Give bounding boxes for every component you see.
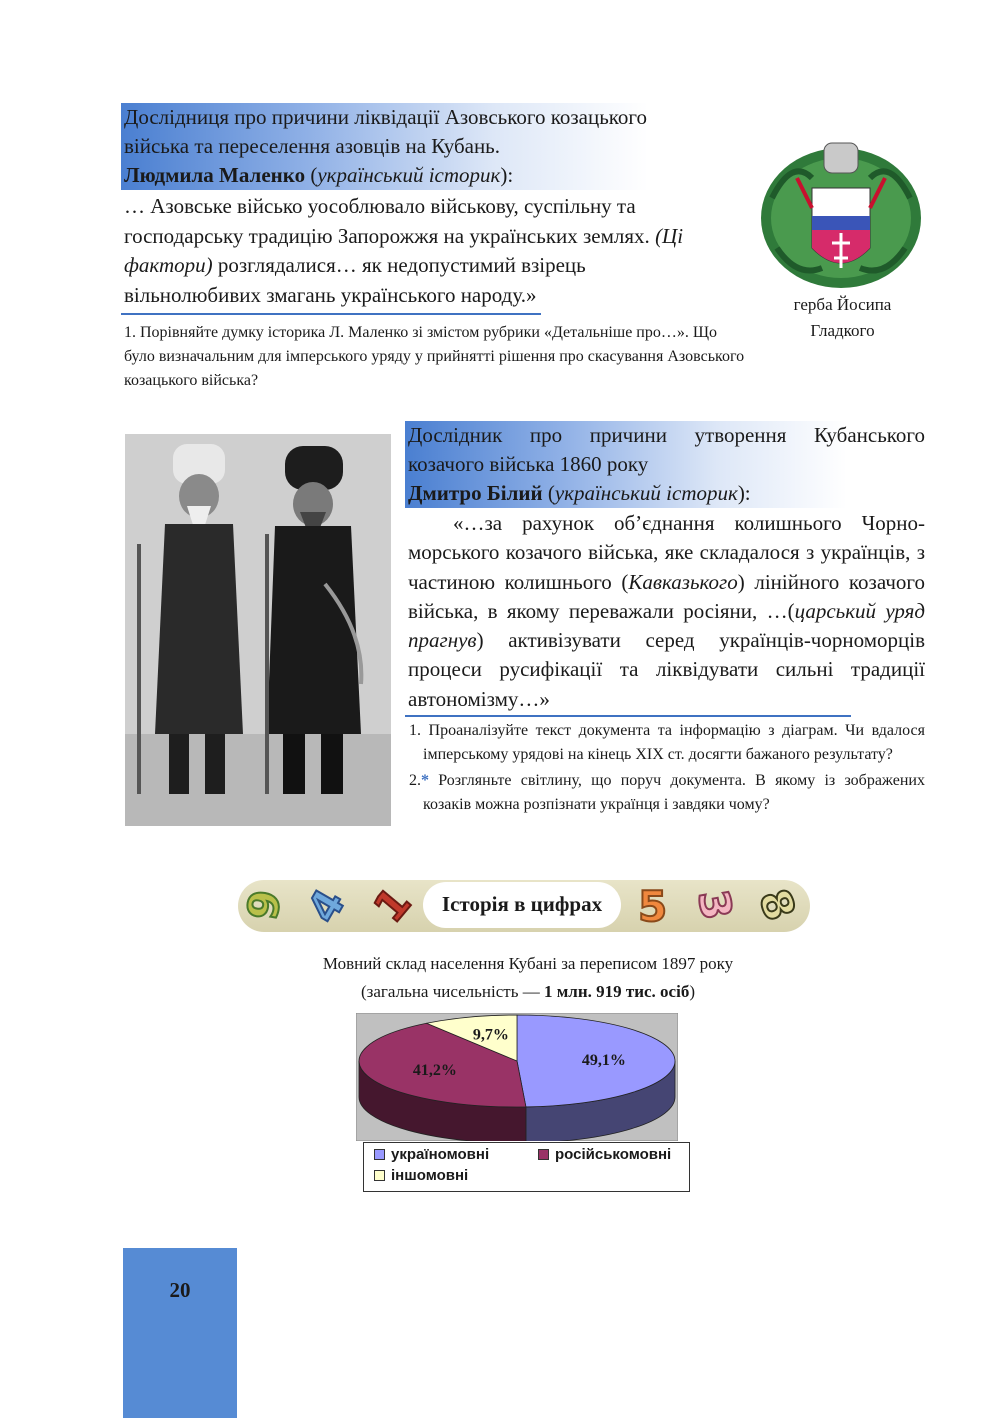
pie-value-label: 9,7%	[472, 1026, 509, 1044]
page-number-box	[123, 1248, 237, 1418]
pie-value-label: 49,1%	[581, 1052, 626, 1070]
legend-item-other: іншомовні	[374, 1167, 468, 1184]
digit-1: 1	[364, 877, 421, 932]
digit-5: 5	[638, 882, 668, 931]
legend-swatch	[374, 1149, 385, 1160]
question-2-1: 1. Проаналізуйте текст документа та інформацію з діаграм. Чи вдалося імперському урядові на кінець ХІХ ст. досягти бажаного результату?	[409, 722, 925, 764]
author-name: Людмила Маленко	[124, 163, 306, 187]
header-line-2: війська та переселення азовців на Кубань.	[124, 134, 501, 158]
legend-item-russian: російськомовні	[538, 1146, 671, 1163]
coat-of-arms-icon	[752, 138, 930, 293]
banner-label: Історія в цифрах	[423, 882, 621, 928]
legend-swatch	[538, 1149, 549, 1160]
page-number: 20	[169, 1278, 191, 1302]
digit-8: 8	[749, 882, 806, 927]
digit-4: 4	[297, 880, 355, 931]
author-name-2: Дмитро Білий	[408, 481, 543, 505]
quote-biliy: «…за рахунок об’єднання колишнього Чорно-морського козачого війська, яке складалося з українців, з частиною колишнього (Кавказького) лінійного козачого війська, в якому переважали росіяни, …(царський уряд прагнув) активізувати серед українців-чорноморців процеси русифікації та ліквідувати сильні традиції автономізму…»	[408, 511, 926, 711]
quote-malenko: … Азовське військо уособлювало військову, суспільну та господарську традицію Запорожжя на українських землях. (Ці фактори) розглядалися… як недопустимий взірець вільнолюбивих змагань українського народу.»	[124, 194, 684, 307]
quote-underline	[121, 313, 541, 315]
question-2-2: 2.* Розгляньте світлину, що поруч документа. В якому із зображених козаків можна розпізнати українця і завдяки чому?	[409, 772, 925, 814]
chart-legend	[363, 1142, 690, 1192]
pie-value-label: 41,2%	[412, 1062, 457, 1080]
cossacks-photo-icon	[125, 434, 391, 826]
question-1: 1. Порівняйте думку історика Л. Маленко зі змістом рубрики «Детальніше про…». Що було визначальним для імперського уряду у прийнятті рішення про скасування Азовського козацького війська?	[124, 324, 745, 389]
researcher-header: Дослідниця про причини ліквідації Азовського козацького війська та переселення азовців на Кубань. Людмила Маленко (український історик):	[121, 103, 741, 190]
digit-3: 3	[688, 886, 742, 924]
researcher-block-malenko	[121, 103, 745, 393]
pie-chart	[356, 1013, 678, 1141]
crest-illustration	[752, 138, 930, 293]
cossacks-photo	[125, 434, 391, 826]
pie-chart-svg	[356, 1013, 678, 1141]
chart-title: Мовний склад населення Кубані за переписом 1897 року (загальна чисельність — 1 млн. 919 тис. осіб)	[322, 954, 734, 1001]
researcher-block-biliy	[405, 421, 925, 817]
author-role-2: український історик	[554, 481, 738, 505]
digit-9: 9	[237, 886, 291, 924]
legend-swatch	[374, 1170, 385, 1181]
quote-underline-2	[405, 715, 851, 717]
author-role: український історик	[317, 163, 501, 187]
researcher-header-2: Дослідник про причини утворення Кубанського козачого війська 1860 року Дмитро Білий (український історик):	[405, 421, 925, 508]
header-line-1: Дослідниця про причини ліквідації Азовського козацького	[124, 105, 648, 129]
legend-item-ukrainian: україномовні	[374, 1146, 489, 1163]
crest-caption: герба Йосипа Гладкого	[793, 295, 892, 340]
